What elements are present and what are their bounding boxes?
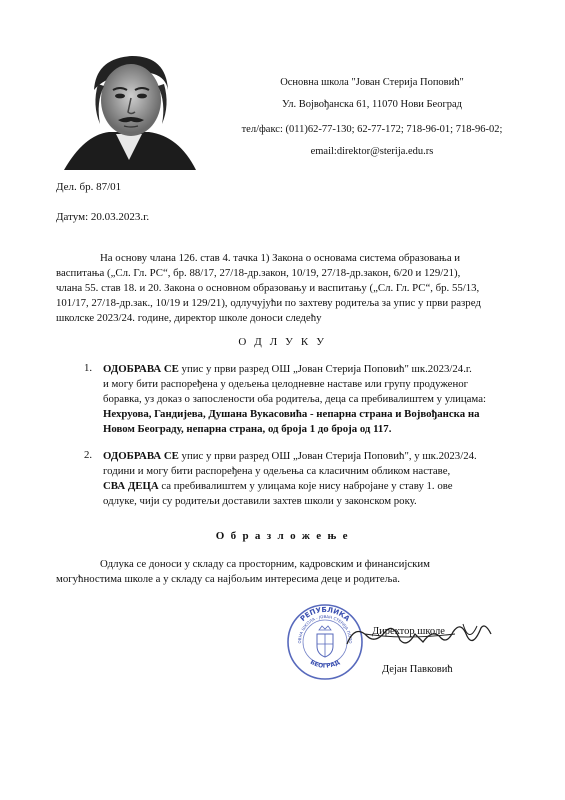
document-date: Датум: 20.03.2023.г. (56, 211, 150, 223)
reasoning-line-1: Одлука се доноси у складу са просторним, кадровским и финансијским (100, 558, 431, 570)
intro-line-4: 101/17, 27/18-др.зак., 10/19 и 129/21), одлучујући по захтеву родитеља за упис у први разред (56, 297, 481, 309)
school-email: email:direktor@sterija.edu.rs (310, 146, 434, 157)
intro-line-3: члана 55. став 18. и 20. Закона о основном образовању и васпитању („Сл. Гл. РС“, бр. 55/13, (56, 282, 480, 294)
document-reference: Дел. бр. 87/01 (56, 181, 122, 193)
item-1-line-4: Нехруова, Гандијева, Душана Вукасовића - непарна страна и Војвођанска на (103, 408, 480, 420)
item-1-line-3: боравка, уз доказ о запослености оба родитеља, деца са пребивалиштем у улицама: (103, 393, 486, 405)
item-2-number: 2. (84, 449, 93, 461)
intro-line-2: васпитања („Сл. Гл. РС“, бр. 88/17, 27/18-др.закон, 10/19, 27/18-др.закон, 6/20 и 129/21), (56, 267, 461, 279)
school-phone: тел/факс: (011)62-77-130; 62-77-172; 718-96-01; 718-96-02; (241, 124, 503, 135)
item-2-bold: СВА ДЕЦА (103, 480, 159, 492)
coat-of-arms-icon (317, 626, 333, 657)
reasoning-line-2: могућностима школе а у складу са најбољим интересима деце и родитеља. (56, 573, 401, 585)
school-address: Ул. Војвођанска 61, 11070 Нови Београд (281, 99, 463, 110)
item-1-line-2: и могу бити распоређена у одељења целодневне наставе или групу продуженог (103, 378, 469, 390)
stamp-top-text: РЕПУБЛИКА (298, 605, 352, 624)
item-1-lead: ОДОБРАВА СЕ (103, 363, 179, 375)
signature-name: Дејан Павковић (382, 664, 453, 675)
school-name: Основна школа "Јован Стерија Поповић" (280, 77, 464, 88)
stamp-bottom-text: БЕОГРАД (308, 658, 342, 670)
item-2-line-3: СВА ДЕЦА са пребивалиштем у улицама које нису набројане у ставу 1. ове (103, 480, 453, 492)
item-1-number: 1. (84, 362, 93, 374)
signature-role: Директор школе (372, 626, 445, 637)
item-1-line-5: Новом Београду, непарна страна, од броја 1 до броја од 117. (103, 423, 392, 435)
portrait-image (54, 50, 204, 170)
item-2-line-4: одлуке, чији су родитељи доставили захтев школи у законском року. (103, 495, 417, 507)
reasoning-title: О б р а з л о ж е њ е (215, 530, 350, 542)
intro-line-1: На основу члана 126. став 4. тачка 1) Закона о основама система образовања и (100, 252, 461, 264)
item-2-line-2: години и могу бити распоређена у одељења са класичним обликом наставе, (103, 465, 451, 477)
intro-line-5: школске 2023/24. године, директор школе доноси следећу (56, 312, 322, 324)
item-1-line-1: ОДОБРАВА СЕ упис у први разред ОШ „Јован Стерија Поповић" шк.2023/24.г. (103, 363, 472, 375)
item-2-line-1: ОДОБРАВА СЕ упис у први разред ОШ „Јован Стерија Поповић", у шк.2023/24. (103, 450, 477, 462)
stamp-mid-text: ОВНА ШКОЛА - ЈОВАН СТЕРИЈА ПОПО (296, 613, 354, 644)
item-2-lead: ОДОБРАВА СЕ (103, 450, 179, 462)
decision-title: О Д Л У К У (238, 336, 327, 348)
